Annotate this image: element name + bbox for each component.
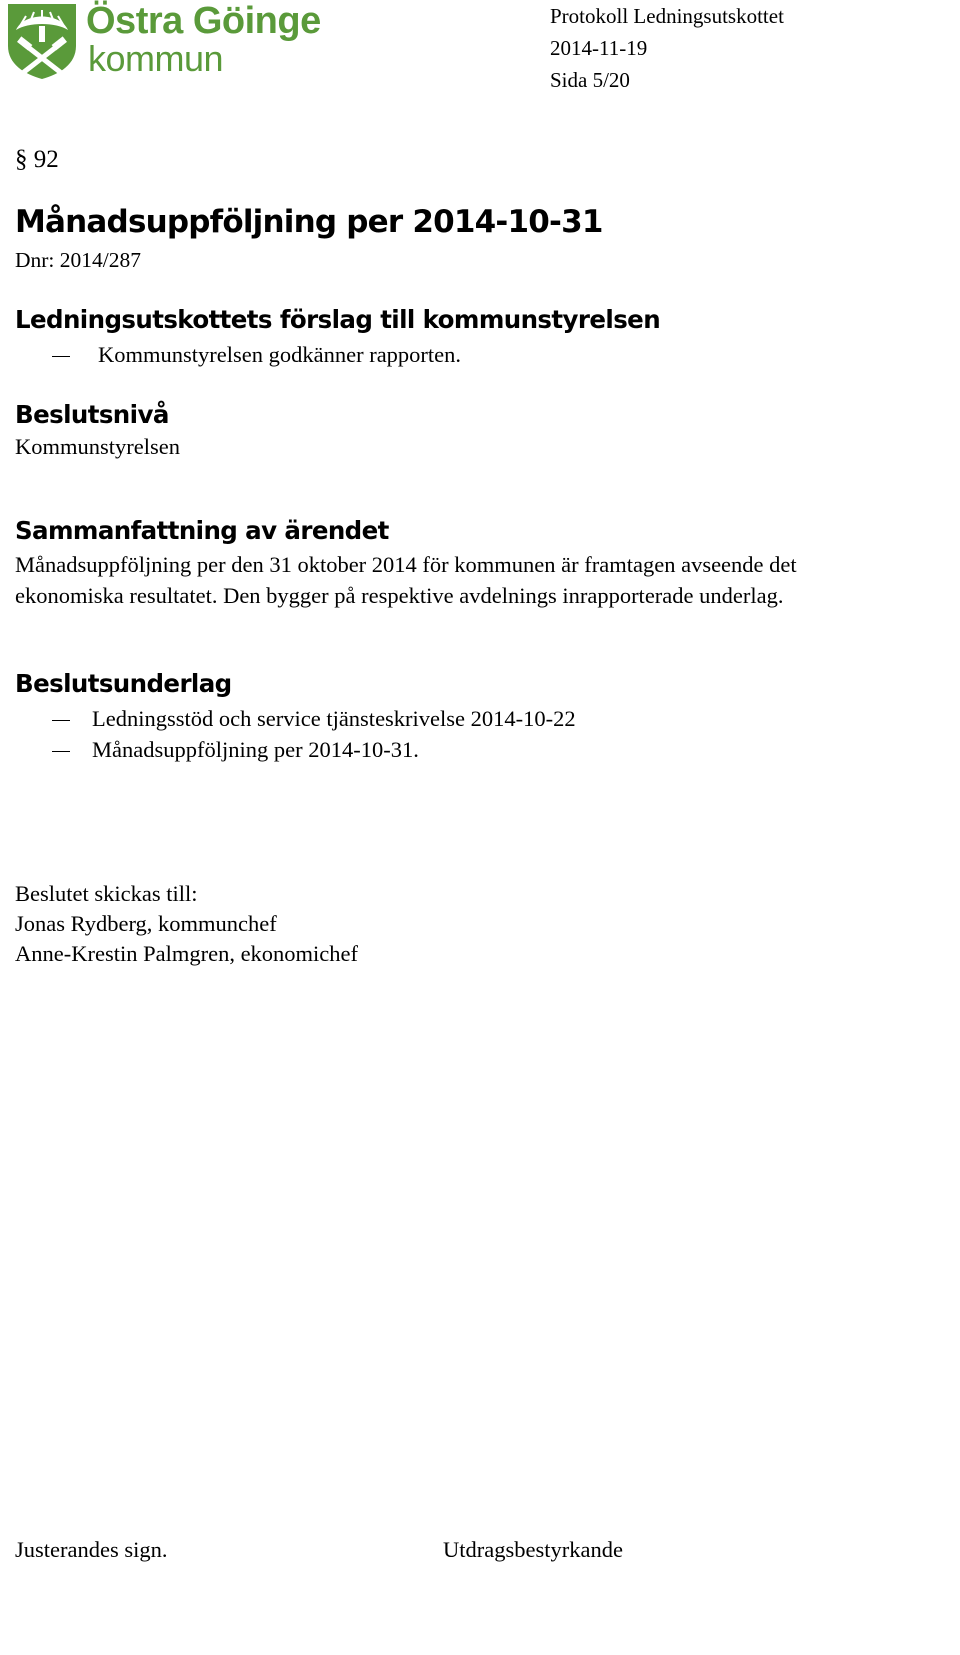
- summary-text-line2: ekonomiska resultatet. Den bygger på respektive avdelnings inrapporterade underlag.: [15, 583, 784, 608]
- bullet-dash: [52, 751, 70, 752]
- recipient: Jonas Rydberg, kommunchef: [15, 911, 277, 936]
- municipality-logo-icon: [6, 2, 78, 80]
- summary-text-line1: Månadsuppföljning per den 31 oktober 2014 för kommunen är framtagen avseende det: [15, 552, 797, 577]
- recipient: Anne-Krestin Palmgren, ekonomichef: [15, 941, 359, 966]
- document-title: Protokoll Ledningsutskottet: [550, 4, 784, 28]
- basis-item: Ledningsstöd och service tjänsteskrivelse 2014-10-22: [92, 706, 576, 731]
- decision-level-heading: Beslutsnivå: [15, 400, 169, 429]
- decision-level-value: Kommunstyrelsen: [15, 434, 180, 459]
- page-number: Sida 5/20: [550, 68, 630, 92]
- summary-heading: Sammanfattning av ärendet: [15, 516, 389, 545]
- paragraph-number: § 92: [15, 146, 59, 173]
- sent-to-heading: Beslutet skickas till:: [15, 881, 198, 906]
- proposal-heading: Ledningsutskottets förslag till kommunstyrelsen: [15, 305, 661, 334]
- basis-item: Månadsuppföljning per 2014-10-31.: [92, 737, 419, 762]
- proposal-item: Kommunstyrelsen godkänner rapporten.: [98, 342, 462, 367]
- logo-wordmark-line1: Östra Göinge: [86, 0, 321, 42]
- logo-wordmark-line2: kommun: [88, 38, 224, 79]
- document-date: 2014-11-19: [550, 36, 648, 60]
- page-title: Månadsuppföljning per 2014-10-31: [15, 204, 603, 240]
- diary-number: Dnr: 2014/287: [15, 248, 142, 272]
- bullet-dash: [52, 720, 70, 721]
- footer-signature-label: Justerandes sign.: [15, 1537, 168, 1562]
- basis-heading: Beslutsunderlag: [15, 669, 232, 698]
- bullet-dash: [52, 356, 70, 357]
- footer-certification-label: Utdragsbestyrkande: [443, 1537, 623, 1562]
